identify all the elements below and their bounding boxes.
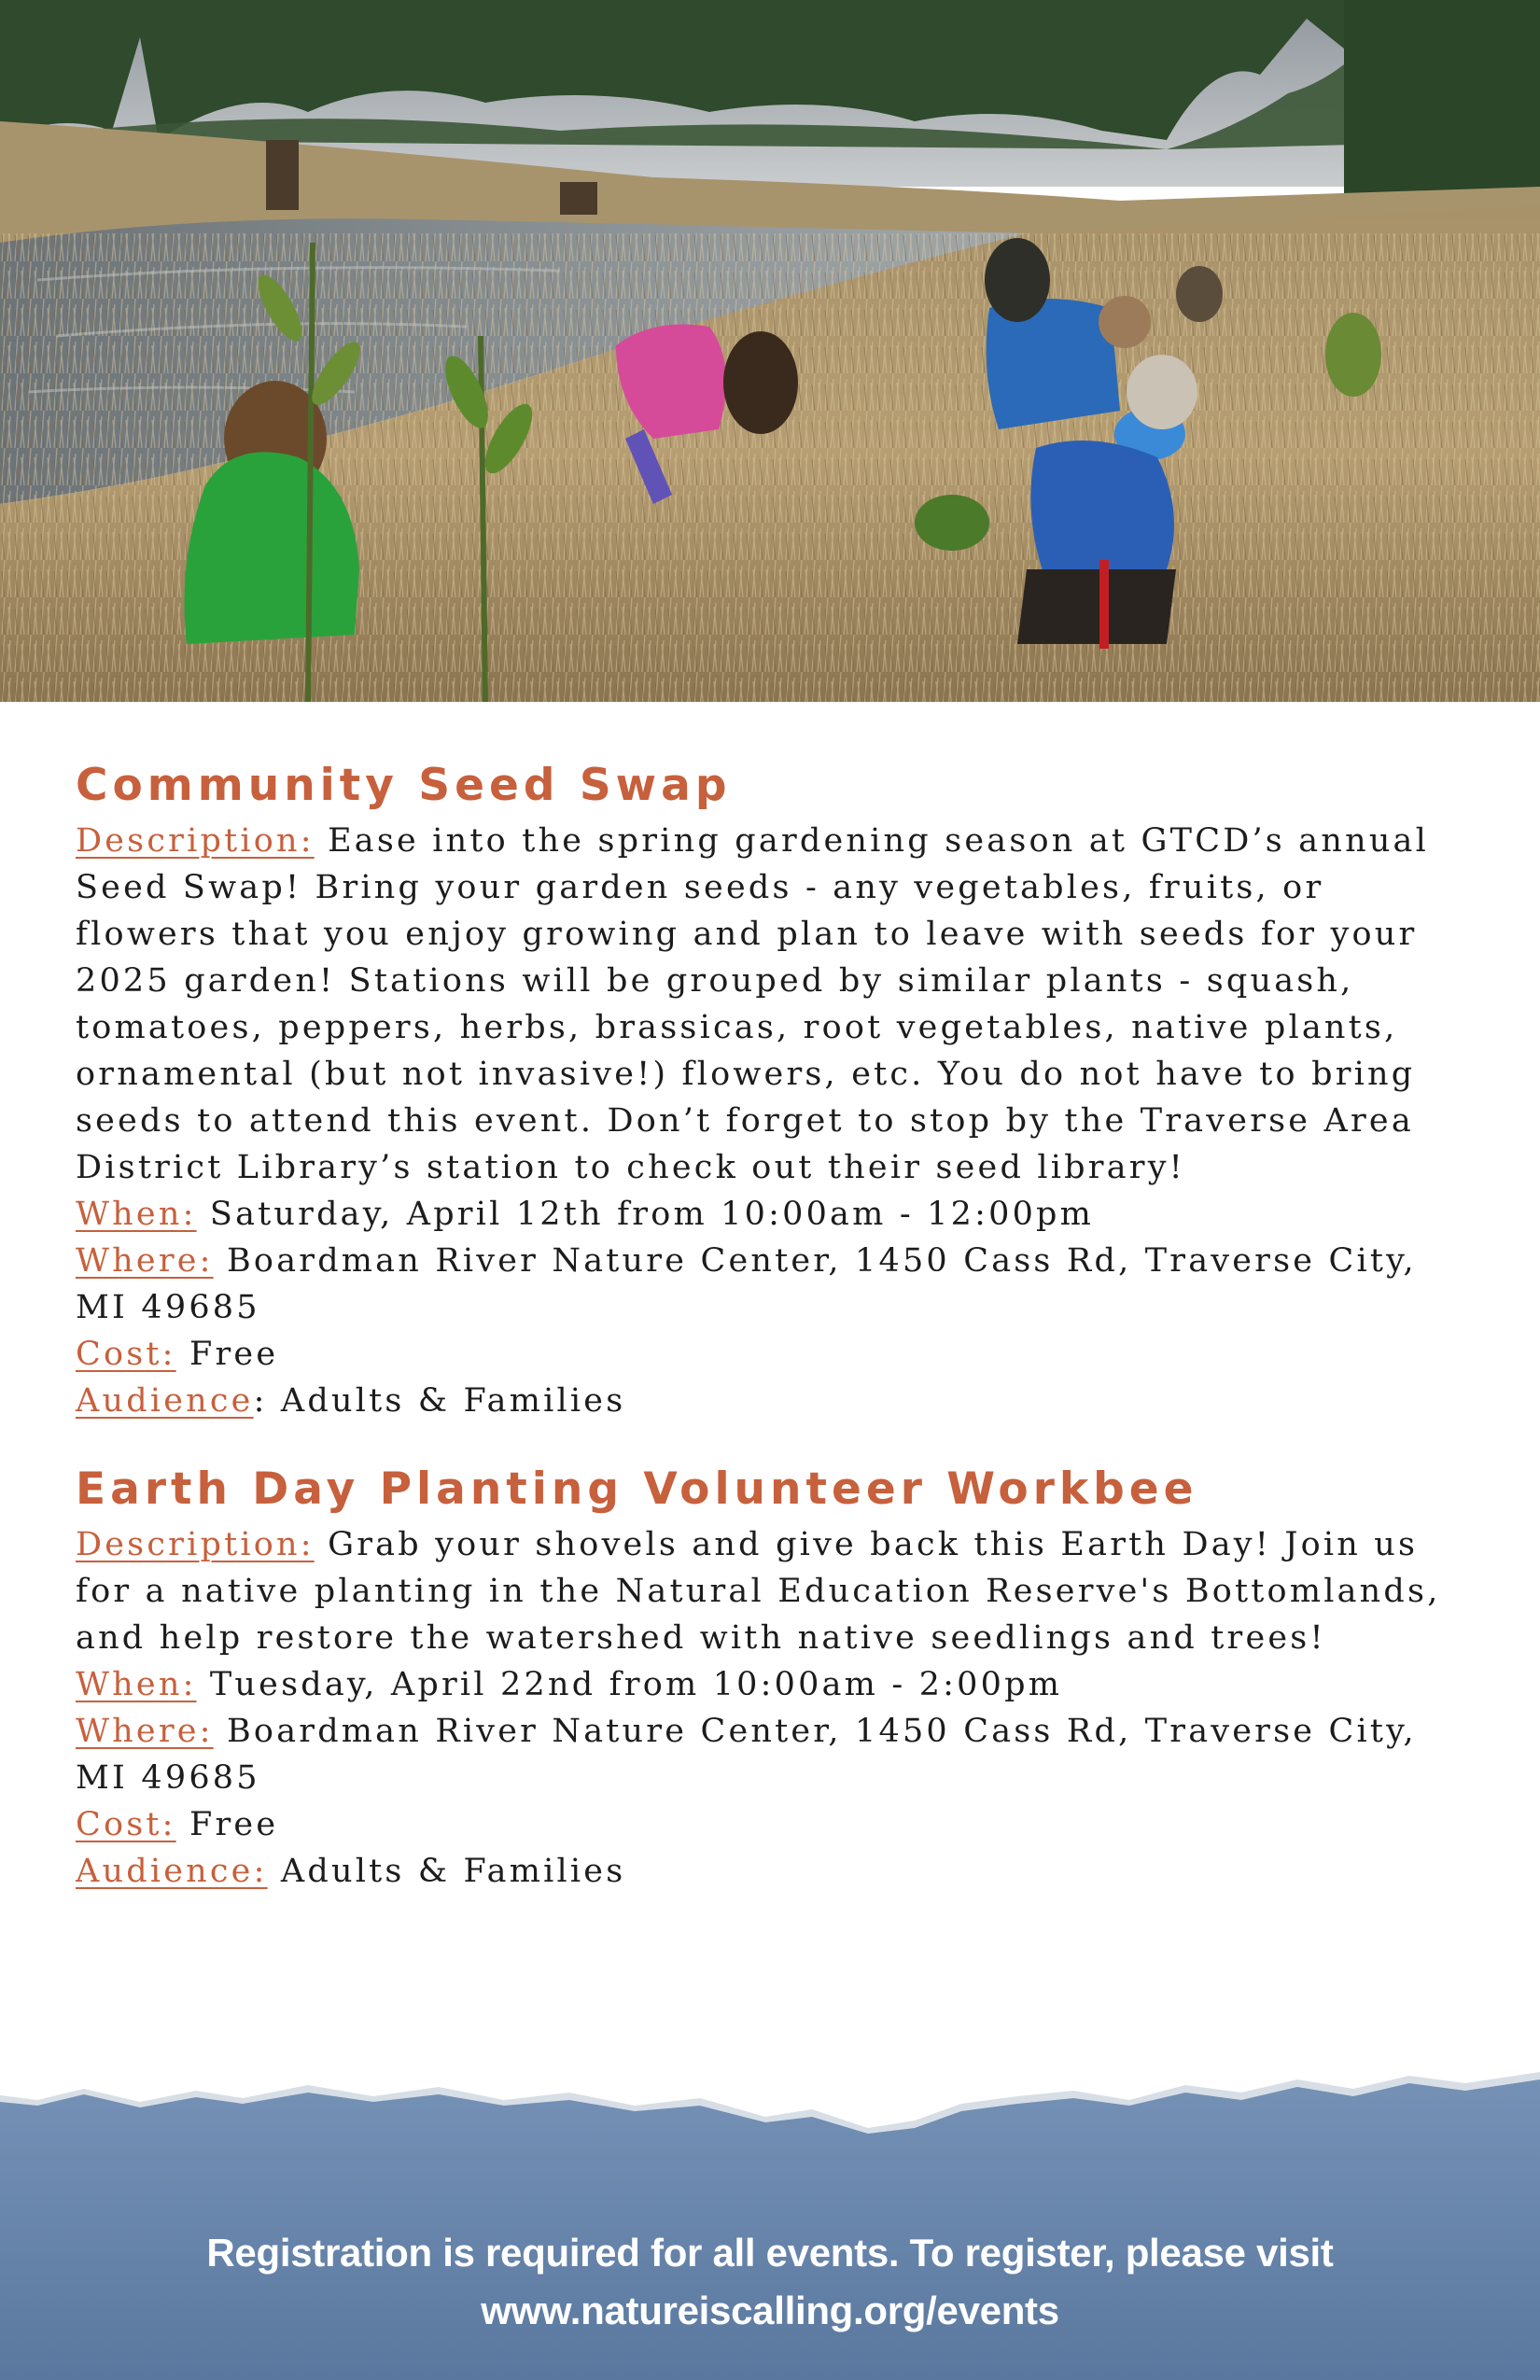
registration-notice [0, 2224, 1540, 2340]
when-text: Saturday, April 12th from 10:00am - 12:00pm [209, 1196, 1095, 1233]
event-when [76, 1661, 1476, 1708]
where-label: Where: [76, 1242, 214, 1280]
hero-photo [0, 0, 1540, 702]
when-label: When: [76, 1196, 197, 1233]
registration-line: Registration is required for all events. To register, please visit [206, 2231, 1334, 2275]
event-earth-day-workbee [76, 1460, 1476, 1895]
registration-footer [0, 2072, 1540, 2380]
cost-label: Cost: [76, 1336, 176, 1373]
event-description [76, 818, 1476, 1191]
when-text: Tuesday, April 22nd from 10:00am - 2:00pm [209, 1666, 1063, 1703]
audience-label: Audience [76, 1382, 254, 1420]
description-text: Ease into the spring gardening season at GTCD’s annual Seed Swap! Bring your garden seeds - any vegetables, fruits, or flowers that you enjoy growing and plan to leave with seeds for your 2025 garden! Stations will be grouped by similar plants - squash, tomatoes, peppers, herbs, brassicas, root vegetables, native plants, ornamental (but not invasive!) flowers, etc. You do not have to bring seeds to attend this event. Don’t forget to stop by the Traverse Area District Library’s station to check out their seed library! [76, 822, 1430, 1186]
audience-label: Audience: [76, 1853, 268, 1890]
event-where [76, 1708, 1476, 1801]
event-cost [76, 1331, 1476, 1378]
where-label: Where: [76, 1713, 214, 1750]
event-when [76, 1191, 1476, 1238]
where-text: Boardman River Nature Center, 1450 Cass Rd, Traverse City, MI 49685 [76, 1713, 1417, 1797]
description-label: Description: [76, 822, 315, 860]
event-title: Earth Day Planting Volunteer Workbee [76, 1463, 1198, 1515]
cost-text: Free [189, 1336, 279, 1373]
event-cost [76, 1801, 1476, 1848]
cost-text: Free [189, 1806, 279, 1843]
event-audience [76, 1378, 1476, 1424]
event-audience [76, 1848, 1476, 1895]
event-title: Community Seed Swap [76, 760, 732, 811]
registration-url[interactable]: www.natureiscalling.org/events [481, 2289, 1059, 2332]
description-label: Description: [76, 1526, 315, 1563]
event-seed-swap [76, 756, 1476, 1424]
river-planting-photo [0, 0, 1540, 702]
event-description [76, 1521, 1476, 1661]
when-label: When: [76, 1666, 197, 1703]
audience-text: Adults & Families [280, 1853, 626, 1890]
cost-label: Cost: [76, 1806, 176, 1843]
audience-text: : Adults & Families [253, 1382, 626, 1420]
events-list [76, 756, 1476, 1930]
event-where [76, 1238, 1476, 1331]
where-text: Boardman River Nature Center, 1450 Cass Rd, Traverse City, MI 49685 [76, 1242, 1417, 1326]
description-text: Grab your shovels and give back this Earth Day! Join us for a native planting in the Natural Education Reserve's Bottomlands, and help restore the watershed with native seedlings and trees! [76, 1526, 1441, 1657]
